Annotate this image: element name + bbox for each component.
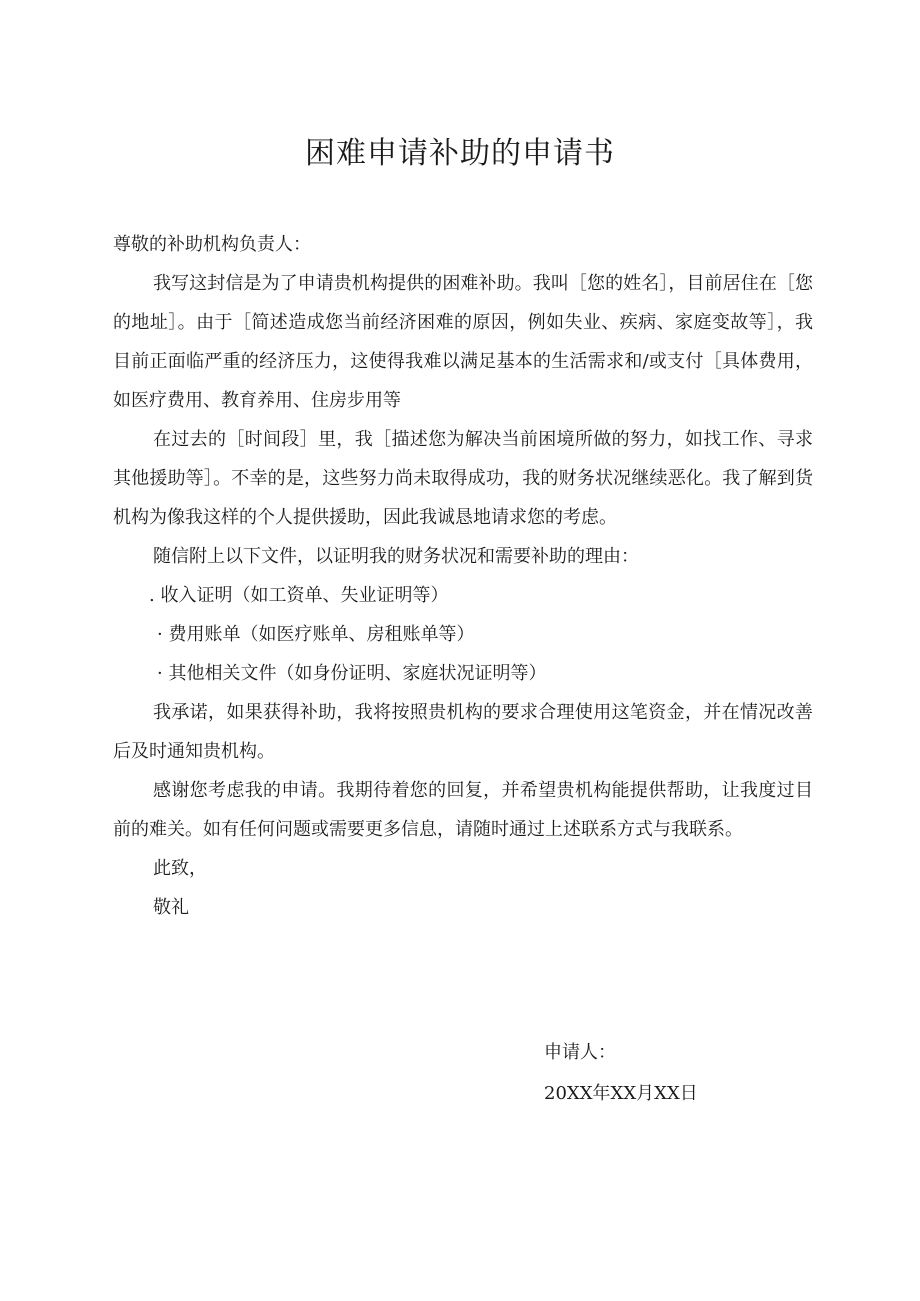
paragraph-attachments: 随信附上以下文件，以证明我的财务状况和需要补助的理由： [153, 546, 639, 567]
letter-body [113, 225, 813, 927]
attachment-item-income: . 收入证明（如工资单、失业证明等） [149, 585, 449, 606]
closing-line-1: 此致， [153, 858, 207, 879]
paragraph-efforts: 在过去的［时间段］里，我［描述您为解决当前困境所做的努力，如找工作、寻求其他援助等］。不幸的是，这些努力尚未取得成功，我的财务状况继续恶化。我了解到货机构为像我这样的个人提供援助，因此我诚恳地请求您的考虑。 [113, 429, 813, 528]
closing-line-2: 敬礼 [153, 897, 189, 918]
signature-block [544, 1032, 698, 1114]
paragraph-commitment: 我承诺，如果获得补助，我将按照贵机构的要求合理使用这笔资金，并在情况改善后及时通知贵机构。 [113, 702, 813, 762]
attachment-item-other: · 其他相关文件（如身份证明、家庭状况证明等） [157, 663, 547, 684]
document-title: 困难申请补助的申请书 [305, 136, 615, 171]
attachment-item-bills: · 费用账单（如医疗账单、房租账单等） [157, 624, 475, 645]
date-line: 20XX年XX月XX日 [544, 1083, 698, 1104]
paragraph-introduction: 我写这封信是为了申请贵机构提供的困难补助。我叫［您的姓名］，目前居住在［您的地址］。由于［简述造成您当前经济困难的原因，例如失业、疾病、家庭变故等］，我目前正面临严重的经济压力，这使得我难以满足基本的生活需求和/或支付［具体费用，如医疗费用、教育养用、住房步用等 [113, 273, 813, 411]
applicant-label: 申请人： [544, 1042, 616, 1063]
salutation: 尊敬的补助机构负责人： [113, 234, 311, 255]
paragraph-thanks: 感谢您考虑我的申请。我期待着您的回复，并希望贵机构能提供帮助，让我度过目前的难关。如有任何问题或需要更多信息，请随时通过上述联系方式与我联系。 [113, 780, 813, 840]
